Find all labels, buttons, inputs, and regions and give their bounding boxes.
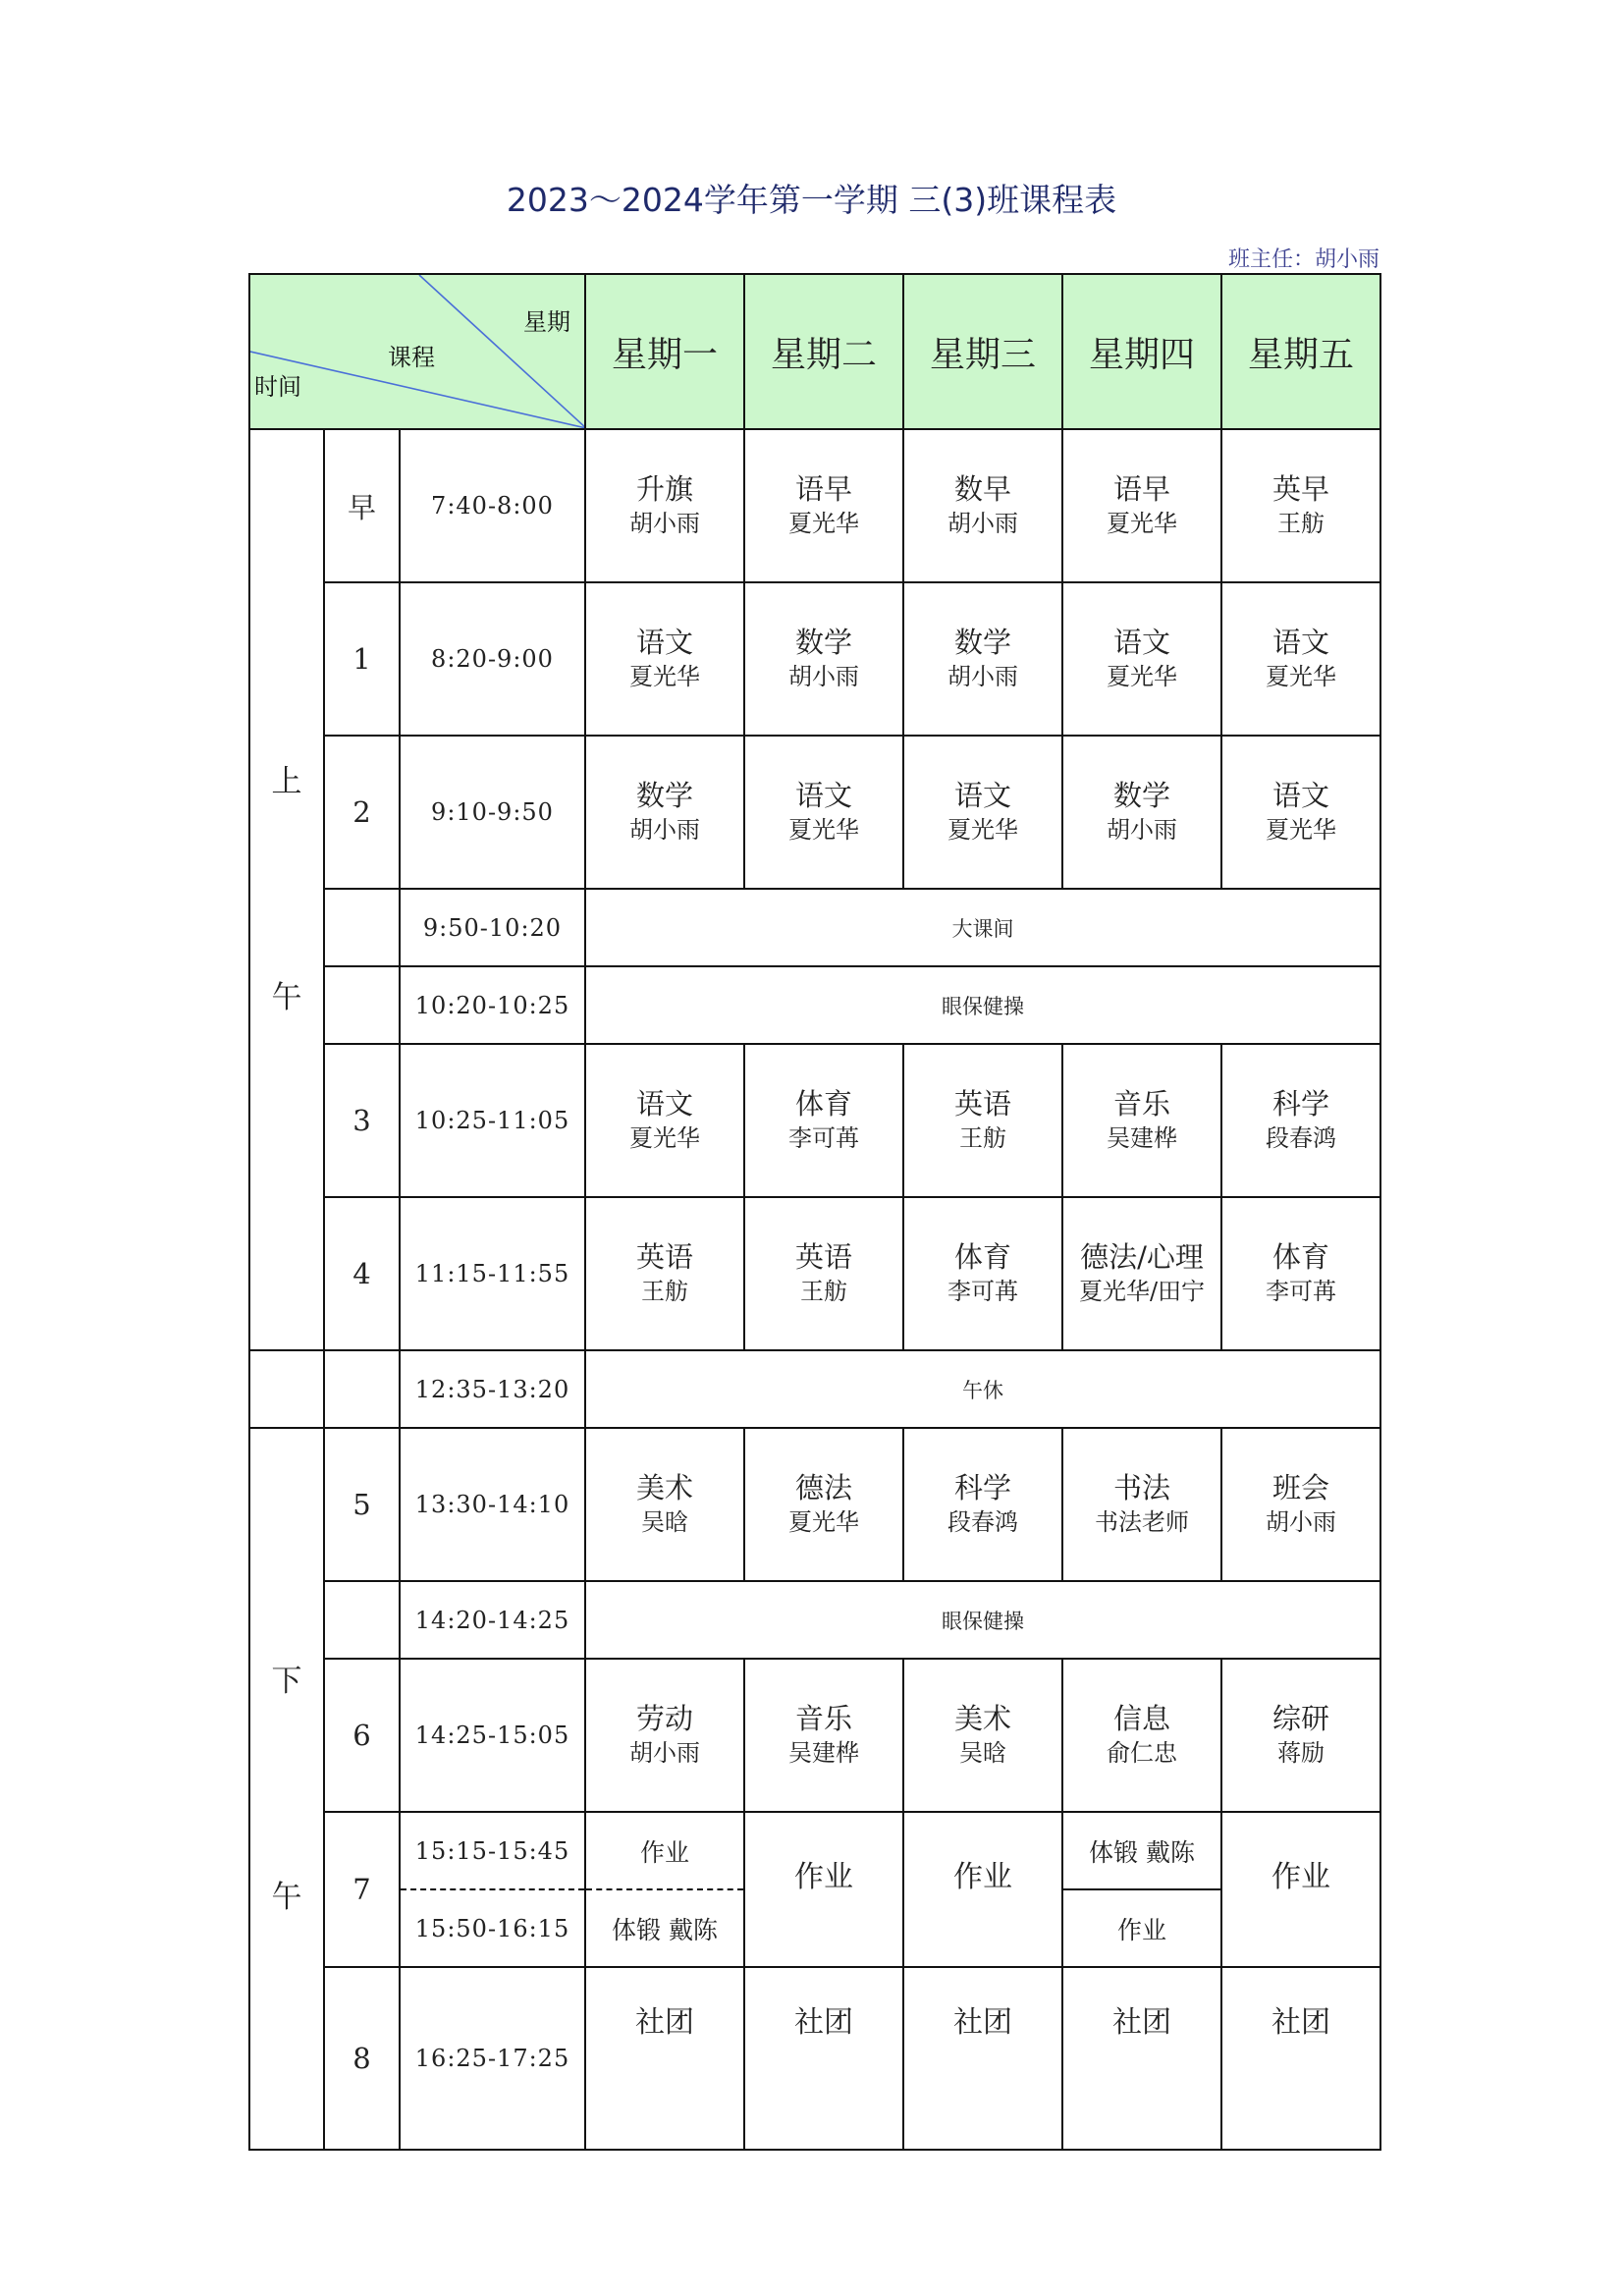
- time-cell: 12:35-13:20: [400, 1350, 585, 1428]
- subject: 数学: [635, 779, 693, 812]
- slot-label: 7: [324, 1812, 400, 1967]
- event-cell: 大课间: [585, 889, 1380, 966]
- course-cell: [903, 736, 1062, 889]
- course-cell: [744, 582, 903, 736]
- event-cell: 眼保健操: [585, 1581, 1380, 1659]
- teacher: 夏光华: [1107, 510, 1177, 537]
- half-label: 下 午: [271, 1663, 302, 1915]
- subject: 英早: [1271, 472, 1329, 506]
- time-cell: 14:20-14:25: [400, 1581, 585, 1659]
- half-label: 上 午: [271, 764, 302, 1015]
- teacher: 胡小雨: [947, 510, 1018, 537]
- slot-label: 4: [324, 1197, 400, 1350]
- time-cell: 8:20-9:00: [400, 582, 585, 736]
- noon-rest-row: [249, 1350, 1380, 1428]
- empty-slot-cell: [324, 966, 400, 1044]
- subject: 科学: [953, 1471, 1011, 1504]
- timetable: [248, 273, 1381, 2151]
- teacher: 胡小雨: [629, 1739, 700, 1767]
- course-cell: [903, 582, 1062, 736]
- teacher: 胡小雨: [1266, 1508, 1336, 1536]
- course-cell: [903, 429, 1062, 582]
- course-cell: [744, 736, 903, 889]
- time-cell: 13:30-14:10: [400, 1428, 585, 1581]
- teacher: 胡小雨: [1107, 816, 1177, 844]
- day-header: 星期二: [744, 274, 903, 429]
- course-cell: [1062, 1044, 1221, 1197]
- day-header: 星期五: [1221, 274, 1380, 429]
- period-row-3: [249, 1044, 1380, 1197]
- subject: 德法/心理: [1080, 1240, 1204, 1274]
- teacher: 夏光华: [629, 663, 700, 690]
- teacher: 吴建桦: [1107, 1124, 1177, 1152]
- period-row-5: [249, 1428, 1380, 1581]
- teacher: 王舫: [1277, 510, 1325, 537]
- header-row: [249, 274, 1380, 429]
- course-cell: [585, 429, 744, 582]
- teacher: 胡小雨: [629, 816, 700, 844]
- course-cell: 作业: [744, 1812, 903, 1967]
- teacher: 夏光华: [1107, 663, 1177, 690]
- course-cell: [903, 1197, 1062, 1350]
- course-cell: [1221, 429, 1380, 582]
- subject: 科学: [1271, 1087, 1329, 1121]
- course-cell: [1062, 429, 1221, 582]
- course-cell: [1062, 1197, 1221, 1350]
- teacher: 蒋励: [1277, 1739, 1325, 1767]
- teacher: 王舫: [800, 1278, 847, 1305]
- course-cell: 社团: [1062, 1967, 1221, 2150]
- corner-weekday-label: 星期: [523, 308, 570, 336]
- empty-slot-cell: [324, 889, 400, 966]
- teacher: 夏光华: [1266, 663, 1336, 690]
- afternoon-label: [249, 1428, 324, 2150]
- break-row: [249, 889, 1380, 966]
- course-cell-split: 体锻 戴陈: [585, 1889, 744, 1967]
- slot-label: 6: [324, 1659, 400, 1812]
- teacher: 胡小雨: [788, 663, 859, 690]
- teacher: 夏光华: [1266, 816, 1336, 844]
- course-cell: 社团: [585, 1967, 744, 2150]
- course-cell-split: 作业: [1062, 1889, 1221, 1967]
- page-title: 2023～2024学年第一学期 三(3)班课程表: [506, 181, 1117, 219]
- time-cell: 10:25-11:05: [400, 1044, 585, 1197]
- course-cell: [1062, 1428, 1221, 1581]
- subject: 数学: [1112, 779, 1170, 812]
- teacher: 李可苒: [788, 1124, 859, 1152]
- event-cell: 午休: [585, 1350, 1380, 1428]
- time-cell: 15:15-15:45: [400, 1812, 585, 1889]
- period-row-7a: [249, 1812, 1380, 1889]
- morning-label: [249, 429, 324, 1350]
- subject: 语文: [794, 779, 852, 812]
- course-cell: [1221, 1428, 1380, 1581]
- subject: 体育: [1271, 1240, 1329, 1274]
- period-row-2: [249, 736, 1380, 889]
- teacher: 吴晗: [641, 1508, 688, 1536]
- course-cell: [1221, 1197, 1380, 1350]
- empty-slot-cell: [324, 1581, 400, 1659]
- subject: 语文: [1271, 779, 1329, 812]
- course-cell: 社团: [1221, 1967, 1380, 2150]
- time-cell: 7:40-8:00: [400, 429, 585, 582]
- subject: 美术: [635, 1471, 693, 1504]
- course-cell: [1062, 736, 1221, 889]
- subject: 英语: [794, 1240, 852, 1274]
- period-row-6: [249, 1659, 1380, 1812]
- subject: 语文: [635, 626, 693, 659]
- course-cell: 社团: [903, 1967, 1062, 2150]
- teacher: 胡小雨: [629, 510, 700, 537]
- slot-label: 早: [324, 429, 400, 582]
- event-cell: 眼保健操: [585, 966, 1380, 1044]
- eye-exercise-row: [249, 1581, 1380, 1659]
- corner-course-label: 课程: [388, 344, 435, 371]
- course-cell: [744, 1659, 903, 1812]
- teacher: 书法老师: [1095, 1508, 1189, 1536]
- period-row-4: [249, 1197, 1380, 1350]
- subject: 语文: [1112, 626, 1170, 659]
- time-cell: 9:50-10:20: [400, 889, 585, 966]
- subject: 数学: [953, 626, 1011, 659]
- period-row-8: [249, 1967, 1380, 2150]
- course-cell: [744, 1197, 903, 1350]
- time-cell: 15:50-16:15: [400, 1889, 585, 1967]
- subject: 音乐: [794, 1702, 852, 1735]
- header-corner-cell: [249, 274, 585, 429]
- teacher: 俞仁忠: [1107, 1739, 1177, 1767]
- teacher: 夏光华: [947, 816, 1018, 844]
- day-header: 星期四: [1062, 274, 1221, 429]
- subject: 英语: [635, 1240, 693, 1274]
- course-cell: [744, 1044, 903, 1197]
- teacher: 夏光华: [788, 510, 859, 537]
- course-cell: [1062, 1659, 1221, 1812]
- teacher: 王舫: [641, 1278, 688, 1305]
- teacher: 夏光华: [788, 816, 859, 844]
- course-cell: [1221, 1659, 1380, 1812]
- teacher: 段春鸿: [1266, 1124, 1336, 1152]
- course-cell: 作业: [903, 1812, 1062, 1967]
- course-cell: [585, 1197, 744, 1350]
- teacher: 夏光华/田宁: [1078, 1278, 1206, 1305]
- period-row-early: [249, 429, 1380, 582]
- time-cell: 16:25-17:25: [400, 1967, 585, 2150]
- subject: 信息: [1112, 1702, 1170, 1735]
- slot-label: 1: [324, 582, 400, 736]
- slot-label: 5: [324, 1428, 400, 1581]
- course-cell: [903, 1044, 1062, 1197]
- slot-label: 3: [324, 1044, 400, 1197]
- head-teacher-label: 班主任：胡小雨: [1227, 247, 1380, 272]
- subject: 英语: [953, 1087, 1011, 1121]
- course-cell: 作业: [1221, 1812, 1380, 1967]
- corner-time-label: 时间: [254, 373, 301, 401]
- day-header: 星期一: [585, 274, 744, 429]
- course-cell: [1221, 736, 1380, 889]
- eye-exercise-row: [249, 966, 1380, 1044]
- slot-label: 2: [324, 736, 400, 889]
- course-cell: [585, 1659, 744, 1812]
- teacher: 李可苒: [947, 1278, 1018, 1305]
- subject: 德法: [794, 1471, 852, 1504]
- course-cell: [744, 1428, 903, 1581]
- subject: 班会: [1271, 1471, 1329, 1504]
- teacher: 夏光华: [788, 1508, 859, 1536]
- course-cell: 社团: [744, 1967, 903, 2150]
- empty-half-cell: [249, 1350, 324, 1428]
- subject: 语文: [1271, 626, 1329, 659]
- teacher: 段春鸿: [947, 1508, 1018, 1536]
- course-cell: [1062, 582, 1221, 736]
- time-cell: 10:20-10:25: [400, 966, 585, 1044]
- subject: 语文: [635, 1087, 693, 1121]
- subject: 美术: [953, 1702, 1011, 1735]
- subject: 语文: [953, 779, 1011, 812]
- course-cell: [585, 736, 744, 889]
- subject: 体育: [794, 1087, 852, 1121]
- course-cell-split: 体锻 戴陈: [1062, 1812, 1221, 1889]
- time-cell: 11:15-11:55: [400, 1197, 585, 1350]
- subject: 数学: [794, 626, 852, 659]
- subject: 综研: [1271, 1702, 1329, 1735]
- course-cell: [744, 429, 903, 582]
- subject: 音乐: [1112, 1087, 1170, 1121]
- course-cell: [1221, 582, 1380, 736]
- subject: 书法: [1112, 1471, 1170, 1504]
- day-header: 星期三: [903, 274, 1062, 429]
- slot-label: 8: [324, 1967, 400, 2150]
- course-cell-split: 作业: [585, 1812, 744, 1889]
- time-cell: 9:10-9:50: [400, 736, 585, 889]
- subject: 语早: [1112, 472, 1170, 506]
- teacher: 吴建桦: [788, 1739, 859, 1767]
- course-cell: [585, 1044, 744, 1197]
- course-cell: [585, 582, 744, 736]
- course-cell: [585, 1428, 744, 1581]
- teacher: 王舫: [959, 1124, 1006, 1152]
- course-cell: [1221, 1044, 1380, 1197]
- subject: 数早: [953, 472, 1011, 506]
- teacher: 夏光华: [629, 1124, 700, 1152]
- course-cell: [903, 1659, 1062, 1812]
- teacher: 胡小雨: [947, 663, 1018, 690]
- empty-slot-cell: [324, 1350, 400, 1428]
- subject: 升旗: [635, 472, 693, 506]
- time-cell: 14:25-15:05: [400, 1659, 585, 1812]
- subject: 劳动: [635, 1702, 693, 1735]
- subject: 语早: [794, 472, 852, 506]
- period-row-1: [249, 582, 1380, 736]
- teacher: 吴晗: [959, 1739, 1006, 1767]
- course-cell: [903, 1428, 1062, 1581]
- teacher: 李可苒: [1266, 1278, 1336, 1305]
- subject: 体育: [953, 1240, 1011, 1274]
